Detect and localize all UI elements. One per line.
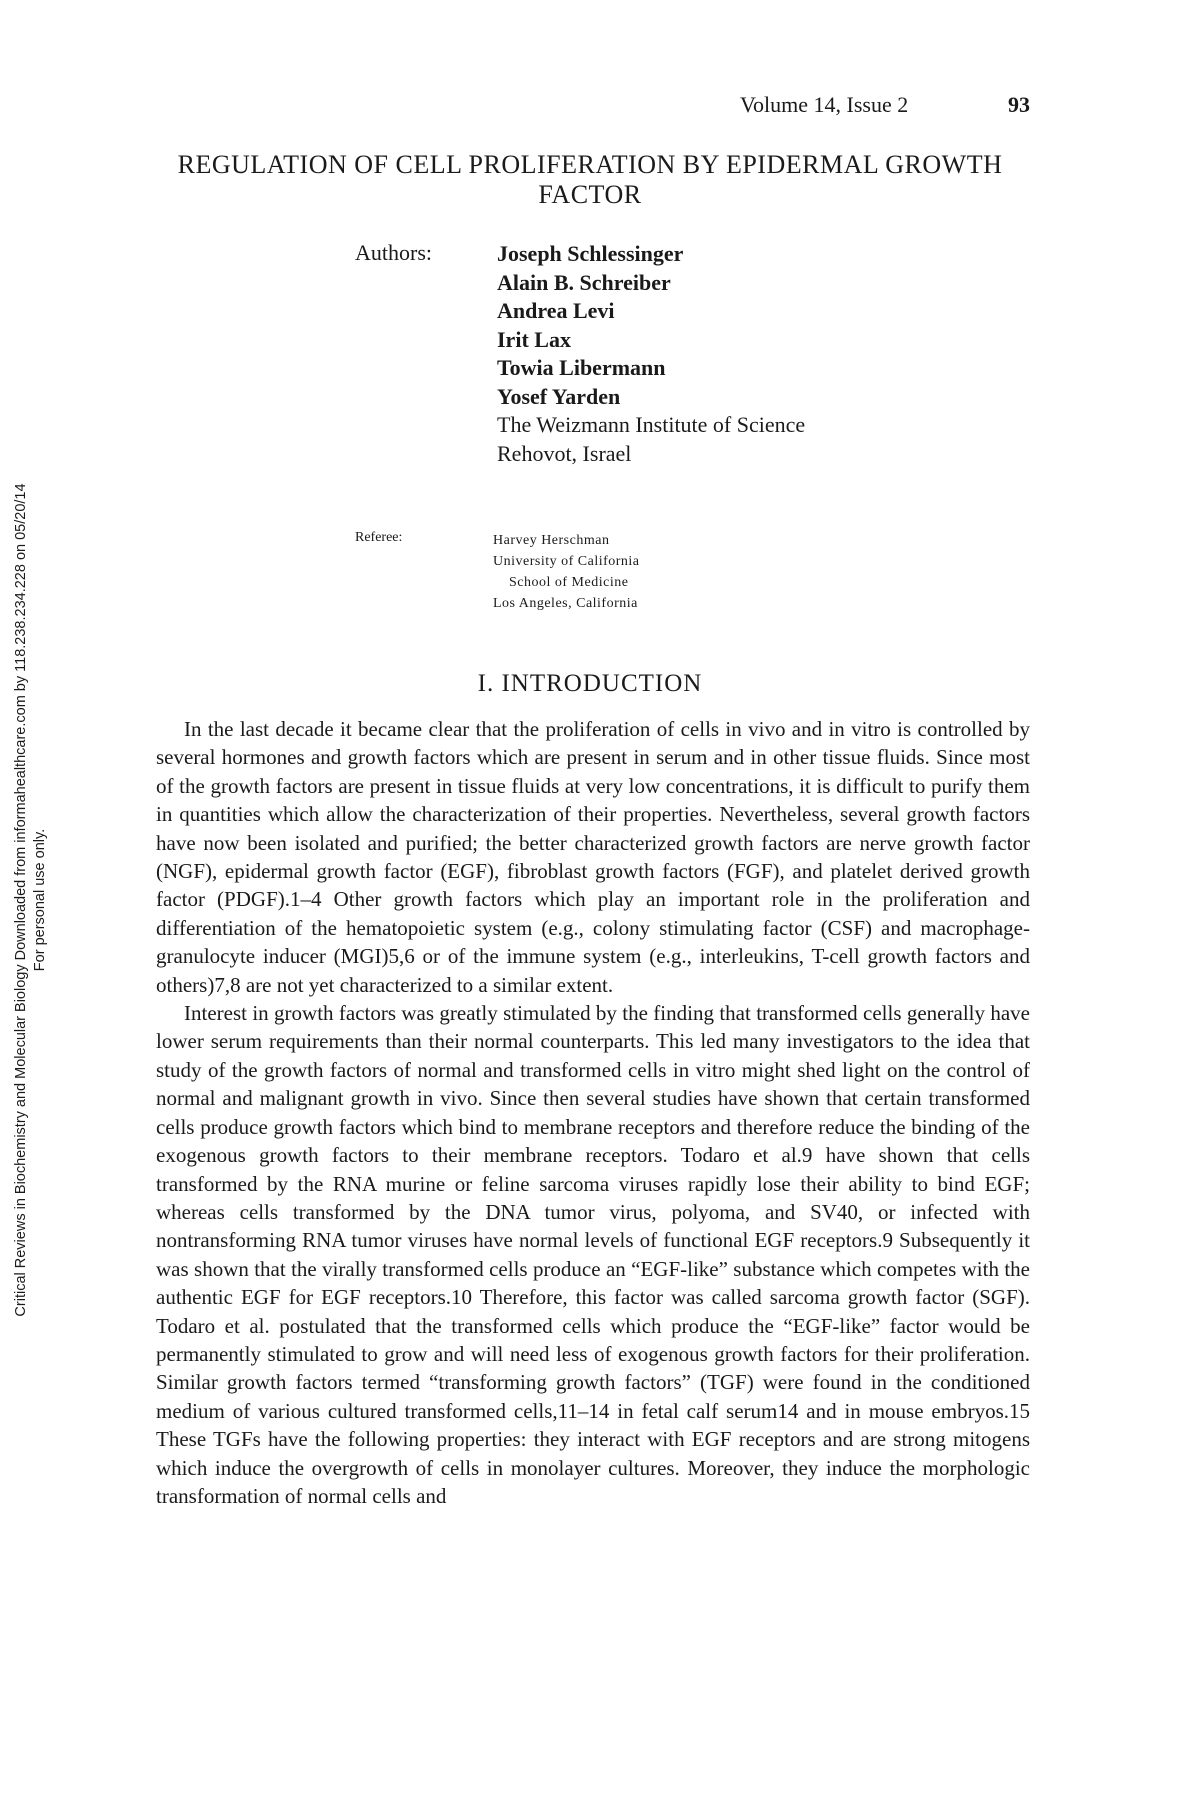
download-watermark: [12, 390, 50, 1410]
paragraph: Interest in growth factors was greatly stimulated by the finding that transformed cells generally have lower serum requirements than their normal counterparts. This led many investigators to the idea that study of the growth factors of normal and transformed cells in vitro might shed light on the control of normal and malignant growth in vivo. Since then several studies have shown that certain transformed cells produce growth factors which bind to membrane receptors and therefore reduce the binding of the exogenous growth factors to their membrane receptors. Todaro et al.9 have shown that cells transformed by the RNA murine or feline sarcoma viruses rapidly lose their ability to bind EGF; whereas cells transformed by the DNA tumor virus, polyoma, and SV40, or infected with nontransforming RNA tumor viruses have normal levels of functional EGF receptors.9 Subsequently it was shown that the virally transformed cells produce an “EGF-like” substance which competes with the authentic EGF for EGF receptors.10 Therefore, this factor was called sarcoma growth factor (SGF). Todaro et al. postulated that the transformed cells which produce the “EGF-like” factor would be permanently stimulated to grow and will need less of exogenous growth factors for their proliferation. Similar growth factors termed “transforming growth factors” (TGF) were found in the conditioned medium of various cultured transformed cells,11–14 in fetal calf serum14 and in mouse embryos.15 These TGFs have the following properties: they interact with EGF receptors and are strong mitogens which induce the overgrowth of cells in monolayer cultures. Moreover, they induce the morphologic transformation of normal cells and: [156, 1001, 1030, 1508]
author-name: Alain B. Schreiber: [497, 269, 671, 295]
page-number: 93: [1008, 92, 1030, 117]
referee-location: Los Angeles, California: [493, 596, 638, 611]
author-name: Joseph Schlessinger: [497, 241, 684, 266]
author-name: Andrea Levi: [497, 298, 615, 323]
author-location: Rehovot, Israel: [497, 440, 632, 466]
article-title: REGULATION OF CELL PROLIFERATION BY EPIDERMAL GROWTH FACTOR: [177, 150, 1003, 209]
running-header: [740, 92, 1030, 118]
author-name: Yosef Yarden: [497, 383, 621, 409]
authors-label: Authors:: [355, 240, 432, 265]
author-list: [497, 240, 805, 468]
author-name: Irit Lax: [497, 326, 571, 352]
referee-label: Referee:: [355, 530, 403, 545]
author-name: Towia Libermann: [497, 355, 666, 380]
referee-name: Harvey Herschman: [493, 533, 610, 548]
body-text: [156, 715, 1030, 1510]
watermark-line: Critical Reviews in Biochemistry and Molecular Biology Downloaded from informahealthcare.com by 118.238.234.228 on 05/20/14: [13, 483, 29, 1317]
referee-block: [493, 530, 640, 614]
journal-volume-issue: Volume 14, Issue 2: [740, 92, 909, 117]
referee-school: School of Medicine: [509, 575, 629, 590]
paragraph: In the last decade it became clear that the proliferation of cells in vivo and in vitro is controlled by several hormones and growth factors which are present in serum and in other tissue fluids. Since most of the growth factors are present in tissue fluids at very low concentrations, it is difficult to purify them in quantities which allow the characterization of their properties. Nevertheless, several growth factors have now been isolated and purified; the better characterized growth factors are nerve growth factor (NGF), epidermal growth factor (EGF), fibroblast growth factors (FGF), and platelet derived growth factor (PDGF).1–4 Other growth factors which play an important role in the proliferation and differentiation of the hematopoietic system (e.g., colony stimulating factor (CSF) and macrophage-granulocyte inducer (MGI)5,6 or of the immune system (e.g., interleukins, T-cell growth factors and others)7,8 are not yet characterized to a similar extent.: [156, 717, 1030, 997]
watermark-line: For personal use only.: [32, 828, 48, 972]
author-institution: The Weizmann Institute of Science: [497, 412, 806, 437]
referee-institution: University of California: [493, 554, 640, 569]
section-heading: I. INTRODUCTION: [477, 670, 703, 697]
